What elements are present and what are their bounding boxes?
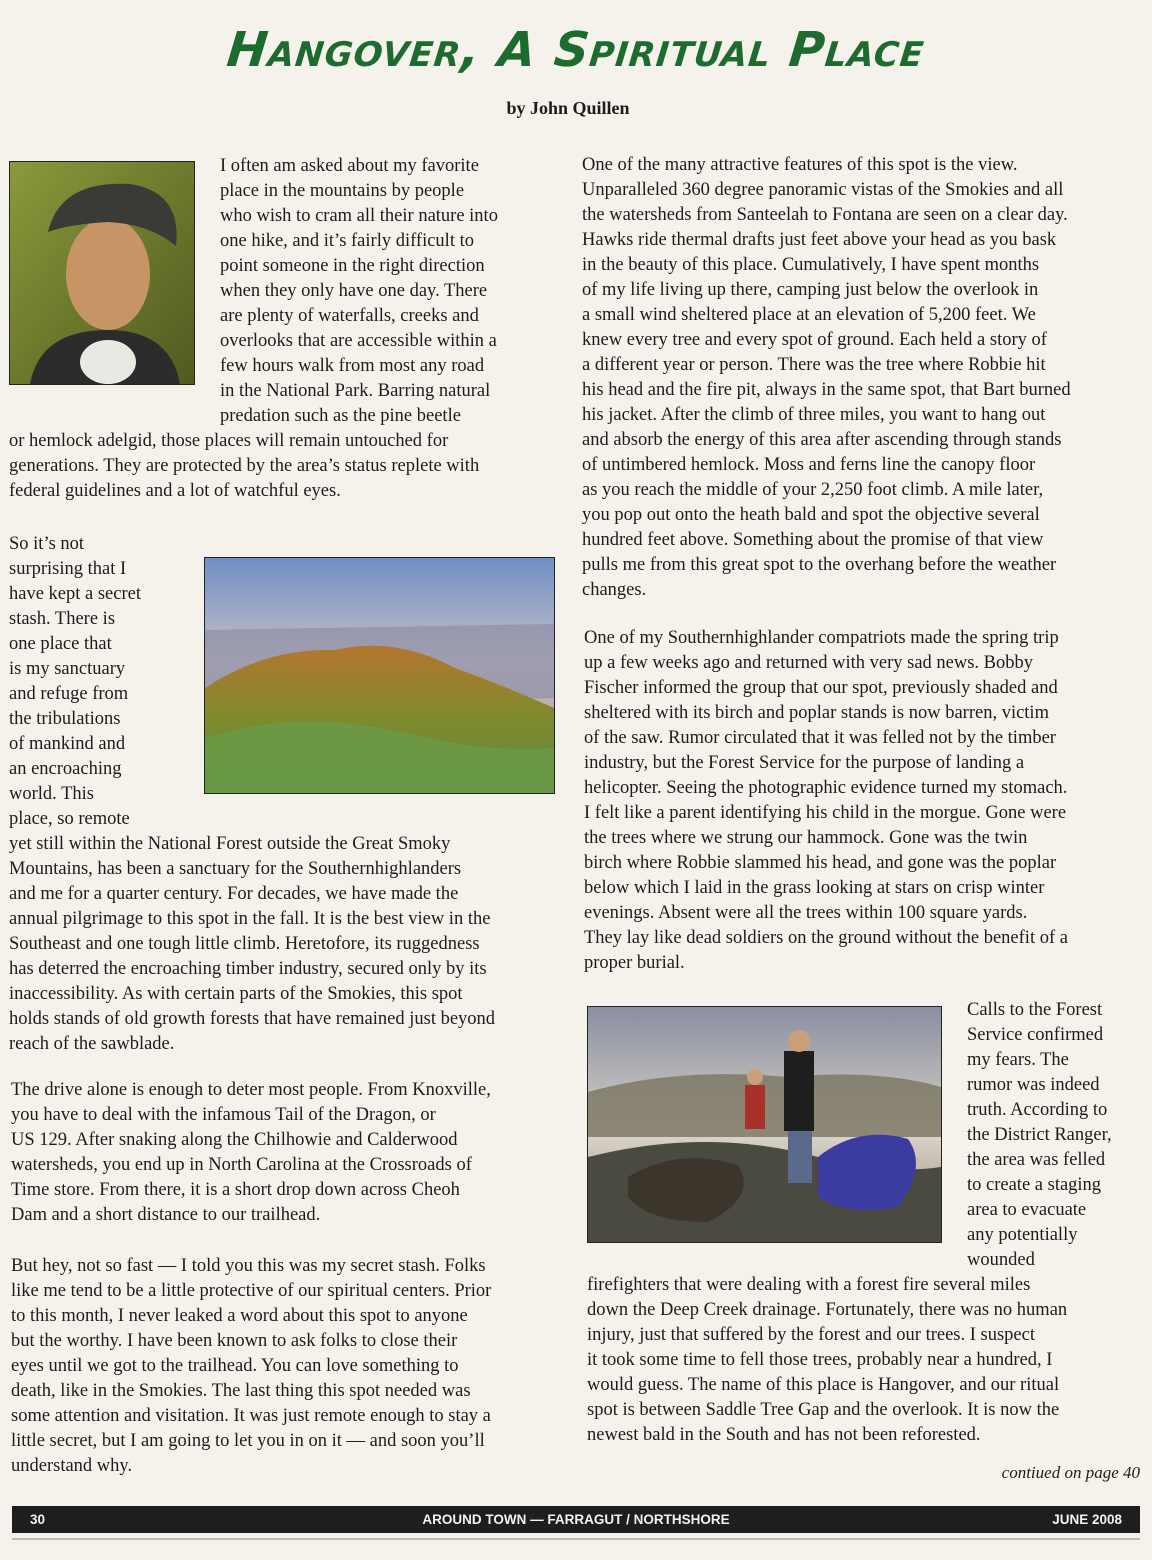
text-line: area to evacuate: [967, 1200, 1087, 1220]
text-line: you have to deal with the infamous Tail of the Dragon, or: [11, 1105, 436, 1125]
text-line: of my life living up there, camping just below the overlook in: [582, 280, 1039, 300]
text-line: in the beauty of this place. Cumulatively, I have spent months: [582, 255, 1040, 275]
text-line: and me for a quarter century. For decades, we have made the: [9, 884, 459, 904]
divider: [12, 1538, 1140, 1540]
right-para-3: [587, 998, 1142, 1448]
text-line: my fears. The: [967, 1050, 1069, 1070]
text-line: place, so remote: [9, 809, 130, 829]
text-line: eyes until we got to the trailhead. You can love something to: [11, 1356, 459, 1376]
continued-note: contiued on page 40: [1001, 1463, 1140, 1482]
text-line: firefighters that were dealing with a forest fire several miles: [587, 1275, 1031, 1295]
text-line: are plenty of waterfalls, creeks and: [220, 306, 479, 326]
text-line: to this month, I never leaked a word about this spot to anyone: [11, 1306, 468, 1326]
text-line: annual pilgrimage to this spot in the fall. It is the best view in the: [9, 909, 491, 929]
text-line: Calls to the Forest: [967, 1000, 1103, 1020]
publication-name: AROUND TOWN — FARRAGUT / NORTHSHORE: [422, 1512, 730, 1527]
text-line: They lay like dead soldiers on the ground without the benefit of a: [584, 928, 1068, 948]
text-line: have kept a secret: [9, 584, 141, 604]
text-line: a different year or person. There was the tree where Robbie hit: [582, 355, 1046, 375]
text-line: of the saw. Rumor circulated that it was felled not by the timber: [584, 728, 1056, 748]
text-line: as you reach the middle of your 2,250 foot climb. A mile later,: [582, 480, 1044, 500]
right-para-2: [584, 626, 1142, 976]
text-line: One of my Southernhighlander compatriots made the spring trip: [584, 628, 1059, 648]
text-line: one hike, and it’s fairly difficult to: [220, 231, 474, 251]
text-line: sheltered with its birch and poplar stands is now barren, victim: [584, 703, 1049, 723]
text-line: place in the mountains by people: [220, 181, 465, 201]
text-line: the watersheds from Santeelah to Fontana are seen on a clear day.: [582, 205, 1068, 225]
text-line: the tribulations: [9, 709, 121, 729]
text-line: or hemlock adelgid, those places will remain untouched for: [9, 431, 449, 451]
text-line: few hours walk from most any road: [220, 356, 485, 376]
text-line: Time store. From there, it is a short drop down across Cheoh: [11, 1180, 460, 1200]
text-line: Fischer informed the group that our spot, previously shaded and: [584, 678, 1058, 698]
text-line: who wish to cram all their nature into: [220, 206, 498, 226]
text-line: the area was felled: [967, 1150, 1106, 1170]
text-line: wounded: [967, 1250, 1035, 1270]
text-line: stash. There is: [9, 609, 116, 629]
page-footer: [12, 1506, 1140, 1533]
text-line: the trees where we strung our hammock. Gone was the twin: [584, 828, 1028, 848]
text-line: world. This: [9, 784, 94, 804]
text-line: Mountains, has been a sanctuary for the Southernhighlanders: [9, 859, 462, 879]
text-line: US 129. After snaking along the Chilhowie and Calderwood: [11, 1130, 458, 1150]
text-line: and refuge from: [9, 684, 129, 704]
text-line: holds stands of old growth forests that have remained just beyond: [9, 1009, 496, 1029]
text-line: one place that: [9, 634, 112, 654]
text-line: in the National Park. Barring natural: [220, 381, 491, 401]
text-line: it took some time to fell those trees, probably near a hundred, I: [587, 1350, 1053, 1370]
text-line: truth. According to: [967, 1100, 1108, 1120]
text-line: pulls me from this great spot to the overhang before the weather: [582, 555, 1057, 575]
issue-date: JUNE 2008: [1052, 1512, 1122, 1527]
right-para-1: [582, 153, 1142, 603]
text-line: So it’s not: [9, 534, 85, 554]
text-line: his jacket. After the climb of three miles, you want to hang out: [582, 405, 1046, 425]
page-number: 30: [30, 1512, 46, 1527]
text-line: some attention and visitation. It was just remote enough to stay a: [11, 1406, 491, 1426]
text-line: knew every tree and every spot of ground. Each held a story of: [582, 330, 1047, 350]
text-line: understand why.: [11, 1456, 133, 1476]
text-line: below which I laid in the grass looking at stars on crisp winter: [584, 878, 1045, 898]
text-line: down the Deep Creek drainage. Fortunately, there was no human: [587, 1300, 1068, 1320]
text-line: I often am asked about my favorite: [220, 156, 479, 176]
text-line: has deterred the encroaching timber industry, secured only by its: [9, 959, 487, 979]
text-line: industry, but the Forest Service for the purpose of landing a: [584, 753, 1025, 773]
text-line: rumor was indeed: [967, 1075, 1100, 1095]
text-line: any potentially: [967, 1225, 1078, 1245]
text-line: point someone in the right direction: [220, 256, 485, 276]
text-line: is my sanctuary: [9, 659, 126, 679]
text-line: up a few weeks ago and returned with very sad news. Bobby: [584, 653, 1034, 673]
text-line: Unparalleled 360 degree panoramic vistas of the Smokies and all: [582, 180, 1064, 200]
text-line: inaccessibility. As with certain parts of the Smokies, this spot: [9, 984, 463, 1004]
text-line: would guess. The name of this place is Hangover, and our ritual: [587, 1375, 1060, 1395]
text-line: I felt like a parent identifying his child in the morgue. Gone were: [584, 803, 1067, 823]
text-line: surprising that I: [9, 559, 127, 579]
text-line: proper burial.: [584, 953, 685, 973]
text-line: federal guidelines and a lot of watchful eyes.: [9, 481, 341, 501]
left-para-2: [9, 532, 564, 1057]
text-line: of untimbered hemlock. Moss and ferns line the canopy floor: [582, 455, 1036, 475]
text-line: little secret, but I am going to let you in on it — and soon you’ll: [11, 1431, 485, 1451]
text-line: watersheds, you end up in North Carolina at the Crossroads of: [11, 1155, 472, 1175]
text-line: evenings. Absent were all the trees within 100 square yards.: [584, 903, 1028, 923]
left-para-4: [11, 1254, 566, 1479]
left-para-3: [11, 1078, 566, 1228]
text-line: One of the many attractive features of this spot is the view.: [582, 155, 1018, 175]
text-line: injury, just that suffered by the forest and our trees. I suspect: [587, 1325, 1035, 1345]
text-line: yet still within the National Forest outside the Great Smoky: [9, 834, 451, 854]
text-line: helicopter. Seeing the photographic evidence turned my stomach.: [584, 778, 1068, 798]
text-line: generations. They are protected by the area’s status replete with: [9, 456, 480, 476]
byline: by John Quillen: [506, 98, 630, 118]
text-line: Dam and a short distance to our trailhead.: [11, 1205, 321, 1225]
text-line: spot is between Saddle Tree Gap and the overlook. It is now the: [587, 1400, 1060, 1420]
text-line: his head and the fire pit, always in the same spot, that Bart burned: [582, 380, 1071, 400]
text-line: but the worthy. I have been known to ask folks to close their: [11, 1331, 458, 1351]
text-line: Southeast and one tough little climb. Heretofore, its ruggedness: [9, 934, 480, 954]
text-line: a small wind sheltered place at an elevation of 5,200 feet. We: [582, 305, 1036, 325]
text-line: But hey, not so fast — I told you this was my secret stash. Folks: [11, 1256, 486, 1276]
text-line: reach of the sawblade.: [9, 1034, 175, 1054]
text-line: you pop out onto the heath bald and spot the objective several: [582, 505, 1040, 525]
text-line: death, like in the Smokies. The last thing this spot needed was: [11, 1381, 471, 1401]
text-line: The drive alone is enough to deter most people. From Knoxville,: [11, 1080, 491, 1100]
article-title: Hangover, A Spiritual Place: [224, 22, 928, 78]
text-line: like me tend to be a little protective of our spiritual centers. Prior: [11, 1281, 492, 1301]
text-line: Hawks ride thermal drafts just feet above your head as you bask: [582, 230, 1057, 250]
text-line: predation such as the pine beetle: [220, 406, 461, 426]
text-line: Service confirmed: [967, 1025, 1104, 1045]
text-line: when they only have one day. There: [220, 281, 488, 301]
text-line: an encroaching: [9, 759, 122, 779]
text-line: birch where Robbie slammed his head, and gone was the poplar: [584, 853, 1057, 873]
text-line: the District Ranger,: [967, 1125, 1112, 1145]
left-para-1: [9, 154, 554, 504]
text-line: changes.: [582, 580, 647, 600]
text-line: to create a staging: [967, 1175, 1102, 1195]
text-line: hundred feet above. Something about the promise of that view: [582, 530, 1044, 550]
text-line: overlooks that are accessible within a: [220, 331, 497, 351]
text-line: and absorb the energy of this area after ascending through stands: [582, 430, 1062, 450]
text-line: of mankind and: [9, 734, 126, 754]
text-line: newest bald in the South and has not been reforested.: [587, 1425, 981, 1445]
